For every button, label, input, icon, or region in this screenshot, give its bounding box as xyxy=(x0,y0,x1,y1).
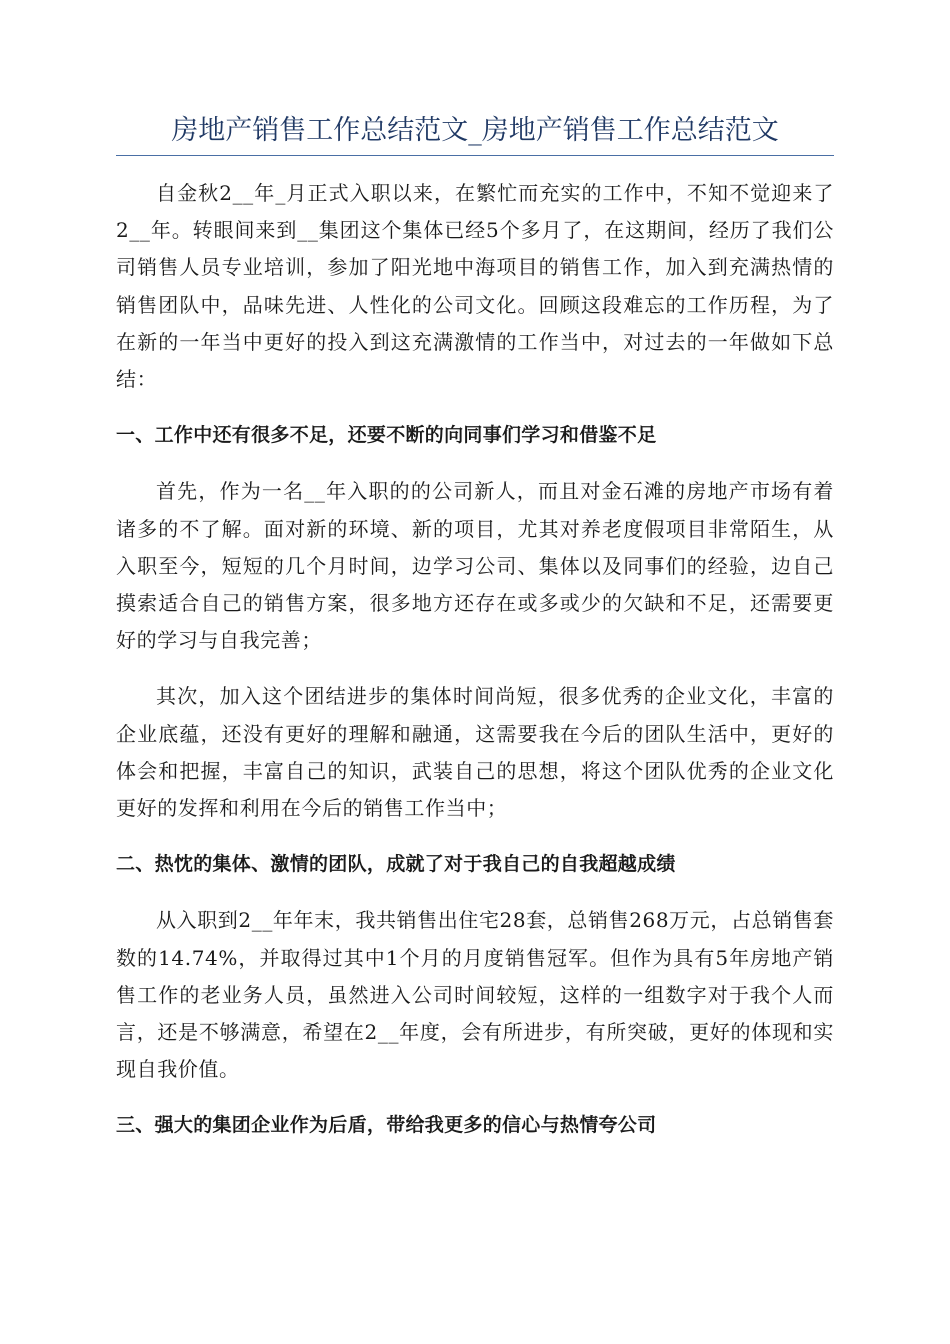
section-heading-3: 三、强大的集团企业作为后盾，带给我更多的信心与热情夸公司 xyxy=(116,1114,657,1137)
body-paragraph-first: 首先，作为一名__年入职的的公司新人，而且对金石滩的房地产市场有着诸多的不了解。面对新的环境、新的项目，尤其对养老度假项目非常陌生，从入职至今，短短的几个月时间，边学习公司、集体以及同事们的经验，边自己摸索适合自己的销售方案，很多地方还存在或多或少的欠缺和不足，还需要更好的学习与自我完善； xyxy=(116,479,834,653)
section-heading-2: 二、热忱的集体、激情的团队，成就了对于我自己的自我超越成绩 xyxy=(116,853,676,876)
body-paragraph-sales: 从入职到2__年年末，我共销售出住宅28套，总销售268万元，占总销售套数的14.74%，并取得过其中1个月的月度销售冠军。但作为具有5年房地产销售工作的老业务人员，虽然进入公司时间较短，这样的一组数字对于我个人而言，还是不够满意，希望在2__年度，会有所进步，有所突破，更好的体现和实现自我价值。 xyxy=(116,908,834,1082)
intro-paragraph: 自金秋2__年_月正式入职以来，在繁忙而充实的工作中，不知不觉迎来了2__年。转眼间来到__集团这个集体已经5个多月了，在这期间，经历了我们公司销售人员专业培训，参加了阳光地中海项目的销售工作，加入到充满热情的销售团队中，品味先进、人性化的公司文化。回顾这段难忘的工作历程，为了在新的一年当中更好的投入到这充满激情的工作当中，对过去的一年做如下总结： xyxy=(116,181,834,392)
section-heading-1: 一、工作中还有很多不足，还要不断的向同事们学习和借鉴不足 xyxy=(116,424,657,447)
document-title: 房地产销售工作总结范文_房地产销售工作总结范文 xyxy=(116,108,834,156)
body-paragraph-second: 其次，加入这个团结进步的集体时间尚短，很多优秀的企业文化，丰富的企业底蕴，还没有更好的理解和融通，这需要我在今后的团队生活中，更好的体会和把握，丰富自己的知识，武装自己的思想，将这个团队优秀的企业文化更好的发挥和利用在今后的销售工作当中； xyxy=(116,684,834,821)
document-body xyxy=(116,175,834,1145)
